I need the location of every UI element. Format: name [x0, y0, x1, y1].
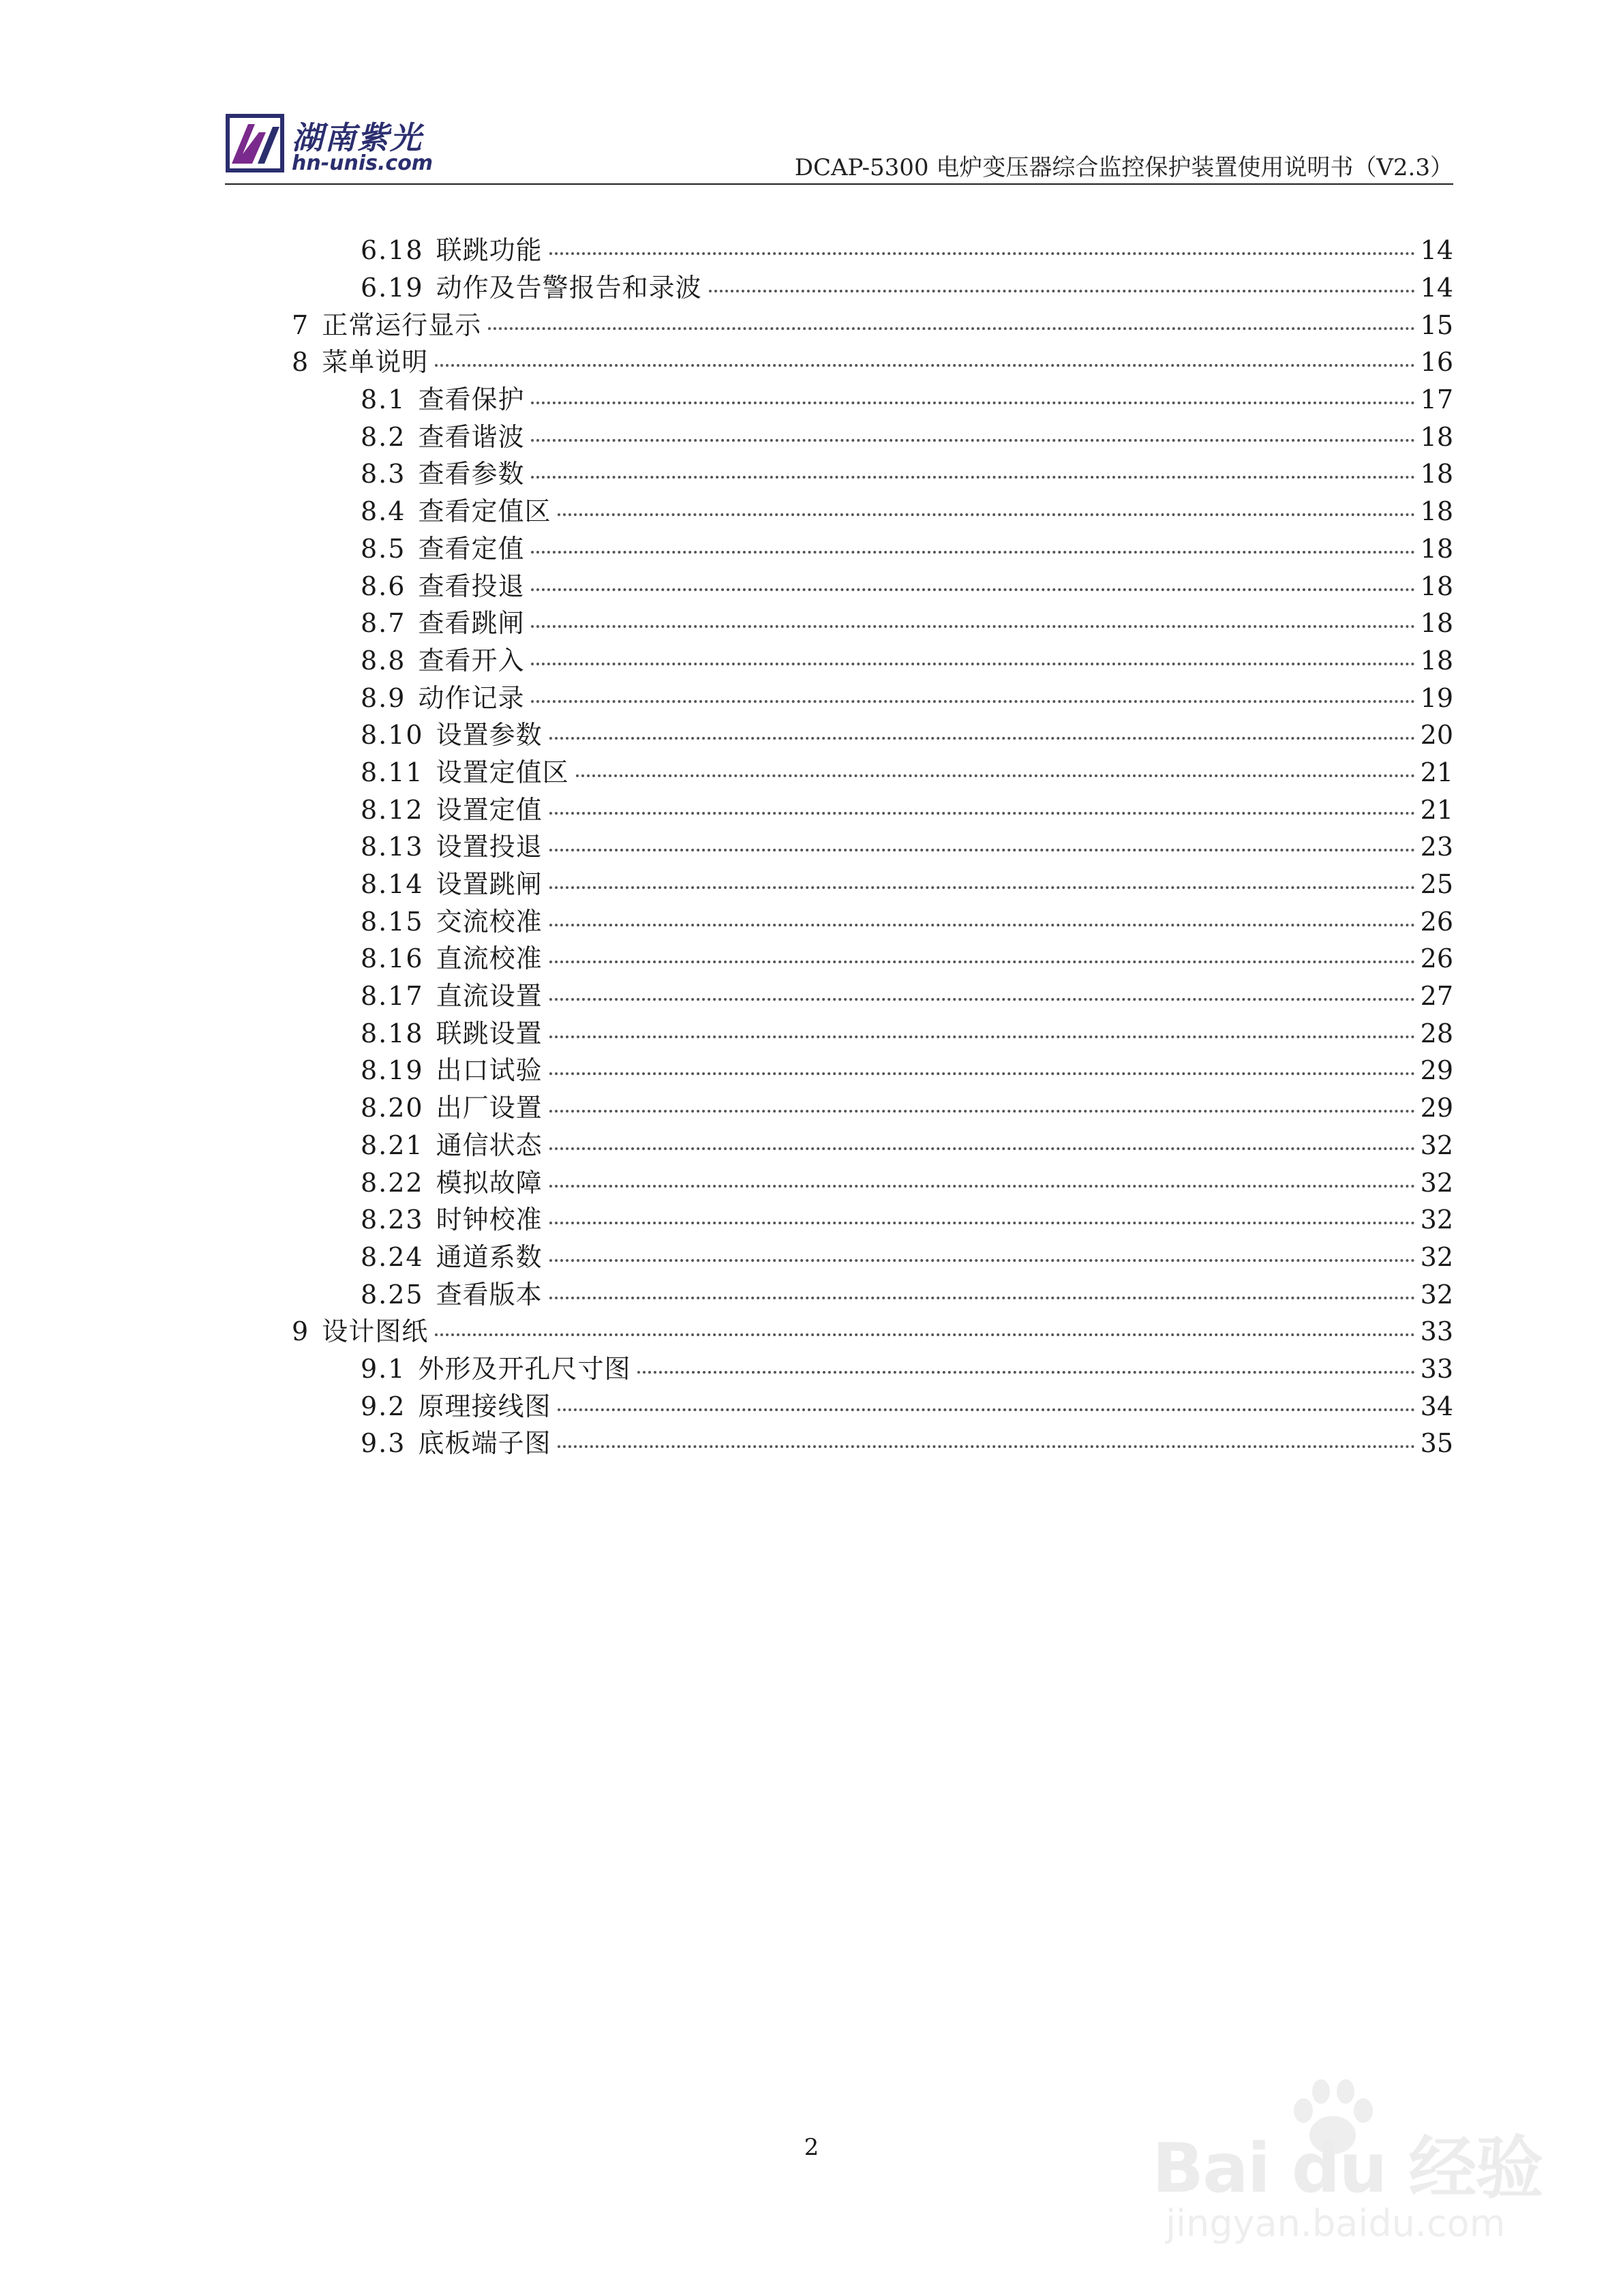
toc-dot-leader: [549, 1259, 1415, 1262]
toc-entry[interactable]: [292, 1425, 1453, 1462]
toc-entry[interactable]: [292, 1350, 1453, 1388]
toc-entry-page: 26: [1420, 943, 1453, 974]
toc-entry[interactable]: [292, 269, 1453, 307]
toc-entry[interactable]: [292, 1014, 1453, 1052]
toc-entry[interactable]: [292, 493, 1453, 530]
toc-entry-title: 原理接线图: [418, 1391, 551, 1421]
toc-entry-page: 32: [1420, 1167, 1453, 1198]
toc-entry[interactable]: [292, 1313, 1453, 1350]
toc-entry[interactable]: [292, 455, 1453, 493]
toc-entry-number: 8.22: [361, 1167, 424, 1198]
toc-entry-title: 查看开入: [418, 645, 525, 676]
toc-entry-page: 32: [1420, 1279, 1453, 1310]
toc-dot-leader: [558, 1408, 1414, 1411]
toc-entry-title: 时钟校准: [436, 1205, 543, 1235]
toc-entry-page: 17: [1420, 384, 1453, 415]
toc-entry-title: 设置参数: [436, 720, 543, 751]
toc-dot-leader: [549, 1147, 1415, 1150]
toc-dot-leader: [531, 439, 1414, 442]
watermark-url: jingyan.baidu.com: [1166, 2202, 1506, 2245]
toc-entry-page: 14: [1420, 273, 1453, 303]
toc-entry-number: 8.8: [361, 645, 406, 676]
toc-entry-page: 20: [1420, 720, 1453, 751]
watermark-brand: Bai du 经验: [1152, 2128, 1543, 2208]
toc-entry-page: 25: [1420, 869, 1453, 900]
toc-entry-number: 6.19: [361, 273, 424, 303]
toc-entry-number: 8.6: [361, 571, 406, 601]
toc-dot-leader: [558, 513, 1414, 516]
toc-entry-number: 8.1: [361, 384, 406, 415]
toc-entry-title: 查看定值区: [418, 496, 551, 527]
toc-entry-title: 查看版本: [436, 1279, 543, 1310]
baidu-watermark: [1152, 2072, 1543, 2250]
toc-dot-leader: [558, 1445, 1414, 1448]
toc-entry-number: 8.24: [361, 1241, 424, 1272]
toc-entry-title: 外形及开孔尺寸图: [418, 1353, 631, 1384]
logo-chinese-text: 湖南紫光: [292, 119, 423, 156]
toc-dot-leader: [549, 886, 1415, 889]
toc-entry[interactable]: [292, 1239, 1453, 1276]
toc-entry[interactable]: [292, 828, 1453, 866]
document-title: DCAP-5300 电炉变压器综合监控保护装置使用说明书（V2.3）: [794, 154, 1453, 181]
toc-entry[interactable]: [292, 754, 1453, 791]
toc-entry-number: 8.15: [361, 906, 424, 937]
toc-entry-title: 联跳功能: [436, 235, 543, 266]
toc-entry-number: 8.20: [361, 1093, 424, 1123]
toc-entry-number: 8.9: [361, 682, 406, 713]
toc-entry-number: 8.7: [361, 608, 406, 639]
toc-entry-page: 18: [1420, 608, 1453, 639]
toc-entry-title: 通道系数: [436, 1241, 543, 1272]
toc-entry-number: 8.19: [361, 1055, 424, 1086]
toc-entry-title: 联跳设置: [436, 1018, 543, 1048]
toc-entry-title: 查看定值: [418, 533, 525, 564]
toc-entry[interactable]: [292, 344, 1453, 381]
toc-entry-page: 16: [1420, 347, 1453, 378]
logo-url-text: hn-unis.com: [292, 151, 434, 175]
toc-dot-leader: [549, 1222, 1415, 1224]
toc-entry-page: 33: [1420, 1353, 1453, 1384]
toc-entry-page: 15: [1420, 309, 1453, 340]
page-header: [225, 109, 1453, 185]
toc-entry-number: 8.16: [361, 943, 424, 974]
toc-dot-leader: [549, 1297, 1415, 1299]
toc-dot-leader: [549, 998, 1415, 1001]
toc-entry-title: 出厂设置: [436, 1093, 543, 1123]
toc-entry[interactable]: [292, 903, 1453, 940]
toc-dot-leader: [549, 812, 1415, 815]
toc-entry-number: 9.1: [361, 1353, 406, 1384]
toc-entry[interactable]: [292, 232, 1453, 269]
toc-entry-title: 直流设置: [436, 981, 543, 1012]
toc-entry-number: 8: [292, 347, 310, 378]
toc-entry-title: 查看保护: [418, 384, 525, 415]
toc-entry-page: 14: [1420, 235, 1453, 266]
toc-entry-page: 21: [1420, 794, 1453, 825]
toc-dot-leader: [531, 588, 1414, 591]
toc-entry-page: 18: [1420, 421, 1453, 452]
toc-entry-title: 模拟故障: [436, 1167, 543, 1198]
toc-entry-number: 8.18: [361, 1018, 424, 1048]
toc-entry[interactable]: [292, 1089, 1453, 1127]
toc-entry-number: 8.23: [361, 1205, 424, 1235]
header-divider: [225, 183, 1453, 185]
toc-dot-leader: [549, 1072, 1415, 1075]
toc-entry-title: 查看投退: [418, 571, 525, 601]
toc-entry[interactable]: [292, 978, 1453, 1015]
toc-entry-number: 8.3: [361, 459, 406, 489]
toc-dot-leader: [488, 327, 1414, 330]
unis-logo-icon: [225, 112, 288, 175]
toc-dot-leader: [549, 1036, 1415, 1038]
toc-entry[interactable]: [292, 1387, 1453, 1425]
toc-entry-page: 33: [1420, 1316, 1453, 1347]
toc-entry-page: 23: [1420, 832, 1453, 862]
toc-entry[interactable]: [292, 1164, 1453, 1201]
toc-entry[interactable]: [292, 381, 1453, 419]
toc-entry-page: 29: [1420, 1093, 1453, 1123]
toc-entry[interactable]: [292, 1201, 1453, 1239]
toc-entry-title: 设置跳闸: [436, 869, 543, 900]
toc-entry-page: 32: [1420, 1130, 1453, 1160]
toc-entry[interactable]: [292, 1052, 1453, 1089]
toc-entry-number: 9: [292, 1316, 310, 1347]
toc-entry-number: 9.2: [361, 1391, 406, 1421]
toc-entry-number: 8.25: [361, 1279, 424, 1310]
toc-entry-page: 35: [1420, 1428, 1453, 1459]
toc-entry-number: 9.3: [361, 1428, 406, 1459]
toc-entry-number: 7: [292, 309, 310, 340]
toc-entry-title: 动作记录: [418, 682, 525, 713]
toc-entry-title: 查看谐波: [418, 421, 525, 452]
toc-entry-number: 8.11: [361, 757, 424, 787]
toc-entry-page: 32: [1420, 1241, 1453, 1272]
toc-dot-leader: [531, 625, 1414, 628]
toc-entry-title: 交流校准: [436, 906, 543, 937]
company-logo: [225, 109, 443, 179]
toc-entry[interactable]: [292, 642, 1453, 680]
toc-entry-page: 21: [1420, 757, 1453, 787]
toc-dot-leader: [549, 924, 1415, 926]
toc-dot-leader: [549, 849, 1415, 851]
toc-entry-title: 设计图纸: [322, 1316, 429, 1347]
toc-entry-page: 18: [1420, 459, 1453, 489]
toc-entry-title: 底板端子图: [418, 1428, 551, 1459]
toc-dot-leader: [709, 290, 1415, 292]
toc-entry-number: 8.12: [361, 794, 424, 825]
toc-entry-page: 29: [1420, 1055, 1453, 1086]
toc-entry-title: 查看参数: [418, 459, 525, 489]
toc-entry-number: 8.13: [361, 832, 424, 862]
toc-entry[interactable]: [292, 940, 1453, 978]
toc-dot-leader: [549, 252, 1415, 255]
toc-entry-page: 18: [1420, 571, 1453, 601]
toc-entry[interactable]: [292, 306, 1453, 344]
toc-dot-leader: [531, 402, 1414, 404]
toc-entry[interactable]: [292, 716, 1453, 754]
toc-entry-number: 8.10: [361, 720, 424, 751]
toc-entry-page: 19: [1420, 682, 1453, 713]
page-number: 2: [804, 2134, 819, 2161]
toc-entry-page: 18: [1420, 533, 1453, 564]
toc-entry[interactable]: [292, 530, 1453, 568]
toc-entry-number: 8.17: [361, 981, 424, 1012]
toc-entry-title: 直流校准: [436, 943, 543, 974]
toc-dot-leader: [549, 1185, 1415, 1188]
toc-entry-page: 26: [1420, 906, 1453, 937]
toc-dot-leader: [531, 663, 1414, 665]
toc-entry-title: 设置定值: [436, 794, 543, 825]
toc-dot-leader: [637, 1371, 1414, 1374]
toc-entry[interactable]: [292, 418, 1453, 455]
toc-entry-number: 8.4: [361, 496, 406, 527]
toc-entry-page: 32: [1420, 1205, 1453, 1235]
toc-entry[interactable]: [292, 567, 1453, 605]
toc-entry-title: 查看跳闸: [418, 608, 525, 639]
toc-entry-title: 动作及告警报告和录波: [436, 273, 702, 303]
toc-dot-leader: [531, 476, 1414, 479]
toc-dot-leader: [435, 364, 1414, 367]
toc-entry[interactable]: [292, 605, 1453, 642]
toc-dot-leader: [549, 961, 1415, 963]
toc-entry-number: 8.14: [361, 869, 424, 900]
toc-entry-number: 8.2: [361, 421, 406, 452]
toc-entry-number: 8.21: [361, 1130, 424, 1160]
toc-entry[interactable]: [292, 1127, 1453, 1164]
toc-dot-leader: [576, 774, 1415, 777]
toc-entry-page: 28: [1420, 1018, 1453, 1048]
toc-entry-page: 18: [1420, 496, 1453, 527]
toc-entry-title: 设置投退: [436, 832, 543, 862]
toc-entry-title: 菜单说明: [322, 347, 429, 378]
toc-entry-title: 出口试验: [436, 1055, 543, 1086]
toc-entry[interactable]: [292, 1275, 1453, 1313]
table-of-contents: [292, 232, 1453, 1462]
toc-dot-leader: [549, 1110, 1415, 1113]
toc-entry-page: 27: [1420, 981, 1453, 1012]
toc-entry-title: 设置定值区: [436, 757, 569, 787]
toc-entry-page: 34: [1420, 1391, 1453, 1421]
toc-entry-number: 8.5: [361, 533, 406, 564]
toc-entry-title: 通信状态: [436, 1130, 543, 1160]
toc-dot-leader: [435, 1333, 1414, 1336]
toc-dot-leader: [531, 551, 1414, 554]
toc-entry-title: 正常运行显示: [322, 309, 482, 340]
toc-entry[interactable]: [292, 679, 1453, 716]
toc-entry-number: 6.18: [361, 235, 424, 266]
toc-entry[interactable]: [292, 866, 1453, 903]
toc-entry[interactable]: [292, 791, 1453, 828]
toc-dot-leader: [531, 700, 1414, 703]
toc-entry-page: 18: [1420, 645, 1453, 676]
toc-dot-leader: [549, 737, 1415, 740]
